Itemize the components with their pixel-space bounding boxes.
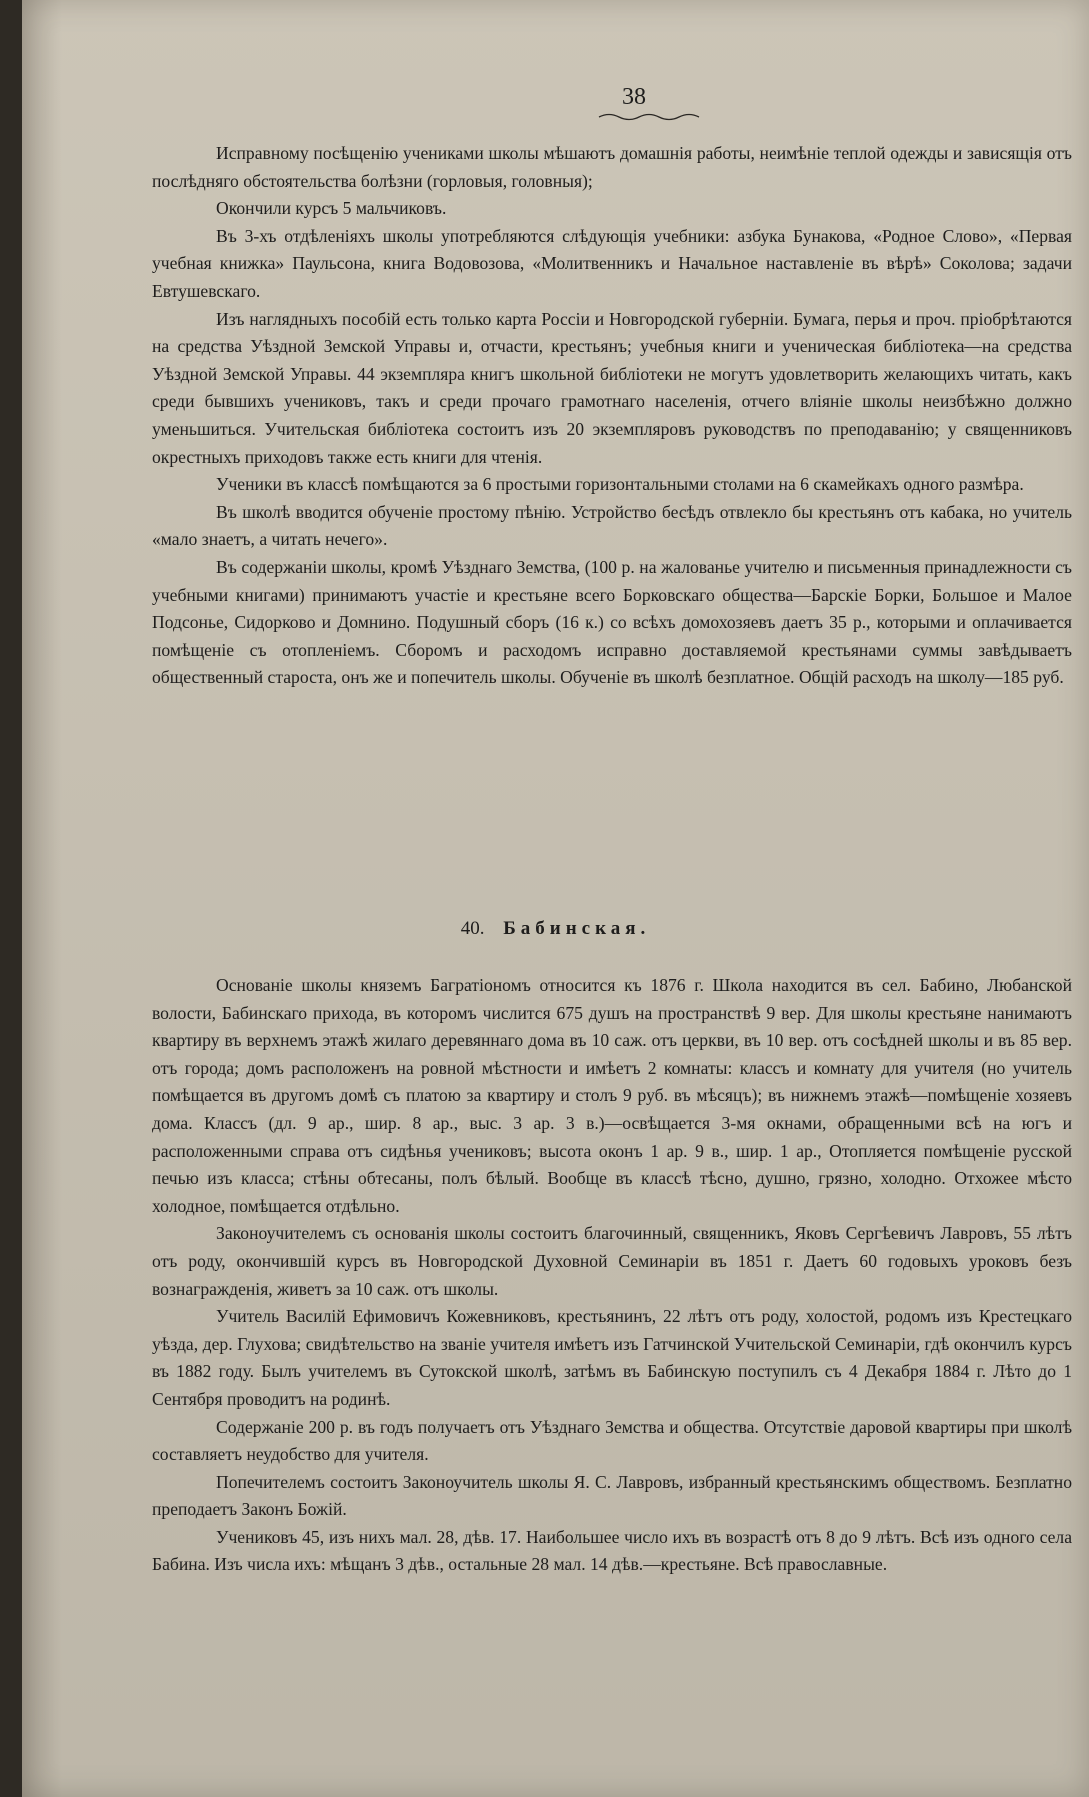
paragraph: Учениковъ 45, изъ нихъ мал. 28, дѣв. 17. Наибольшее число ихъ въ возрастѣ отъ 8 до 9 лѣтъ. Всѣ изъ одного села Бабина. Изъ числа ихъ: мѣщанъ 3 дѣв., остальные 28 мал. 14 дѣв.—крестьяне. Всѣ православные. (152, 1526, 1072, 1575)
paragraph: Въ содержаніи школы, кромѣ Уѣзднаго Земства, (100 р. на жалованье учителю и письменныя принадлежности съ учебными книгами) принимаютъ участіе и крестьяне всего Борковскаго общества—Барскіе Борки, Большое и Малое Подсонье, Сидорково и Домнино. Подушный сборъ (16 к.) со всѣхъ домохозяевъ даетъ 35 р., которыми и оплачивается помѣщеніе съ отопленіемъ. Сборомъ и расходомъ исправно доставляемой крестьянами суммы завѣдываетъ общественный староста, онъ же и попечитель школы. Обученіе въ школѣ безплатное. Общій расходъ на школу—185 руб. (152, 556, 1072, 688)
paragraph: Въ 3-хъ отдѣленіяхъ школы употребляются слѣдующія учебники: азбука Бунакова, «Родное Слово», «Первая учебная книжка» Паульсона, книга Водовозова, «Молитвенникъ и Начальное наставленіе въ вѣрѣ» Соколова; задачи Евтушевскаго. (152, 225, 1072, 301)
paragraph: Законоучителемъ съ основанія школы состоитъ благочинный, священникъ, Яковъ Сергѣевичъ Лавровъ, 55 лѣтъ отъ роду, окончившій курсъ въ Новгородской Духовной Семинаріи въ 1851 г. Даетъ 60 годовыхъ уроковъ безъ вознагражденія, живетъ за 10 саж. отъ школы. (152, 1223, 1072, 1299)
section-40-body (152, 972, 1072, 1579)
paragraph: Ученики въ классѣ помѣщаются за 6 простыми горизонтальными столами на 6 скамейкахъ одного размѣра. (216, 474, 1024, 495)
section-number: 40. (460, 918, 485, 939)
paragraph: Основаніе школы княземъ Багратіономъ относится къ 1876 г. Школа находится въ сел. Бабино, Любанской волости, Бабинскаго прихода, въ которомъ числится 675 душъ на пространствѣ 9 вер. Для школы крестьяне нанимаютъ квартиру въ верхнемъ этажѣ жилаго деревяннаго дома въ 10 саж. отъ церкви, въ 10 вер. отъ сосѣдней школы и въ 85 вер. отъ города; домъ расположенъ на ровной мѣстности и имѣетъ 2 комнаты: классъ и комнату для учителя (но учитель помѣщается въ другомъ домѣ съ платою за квартиру и столъ 9 руб. въ мѣсяцъ); въ нижнемъ этажѣ—помѣщеніе хозяевъ дома. Классъ (дл. 9 ар., шир. 8 ар., выс. 3 ар. 3 в.)—освѣщается 3-мя окнами, обращенными всѣ на югъ и расположенными справа отъ сидѣнья учениковъ; высота оконъ 1 ар. 9 в., шир. 1 ар., Отопляется помѣщеніе русской печью изъ класса; стѣны обтесаны, полъ бѣлый. Вообще въ классѣ тѣсно, душно, грязно, холодно. Отхожее мѣсто холодное, помѣщается отдѣльно. (152, 975, 1072, 1216)
paragraph: Попечителемъ состоитъ Законоучитель школы Я. С. Лавровъ, избранный крестьянскимъ обществомъ. Безплатно преподаетъ Законъ Божій. (152, 1471, 1072, 1520)
paragraph: Содержаніе 200 р. въ годъ получаетъ отъ Уѣзднаго Земства и общества. Отсутствіе даровой квартиры при школѣ составляетъ неудобство для учителя. (152, 1416, 1072, 1465)
section-title: Бабинская. (503, 918, 651, 939)
paragraph: Изъ наглядныхъ пособій есть только карта Россіи и Новгородской губерніи. Бумага, перья и проч. пріобрѣтаются на средства Уѣздной Земской Управы и, отчасти, крестьянъ; учебныя книги и ученическая библіотека—на средства Уѣздной Земской Управы. 44 экземпляра книгъ школьной библіотеки не могутъ удовлетворить желающихъ читать, какъ среди бывшихъ учениковъ, такъ и среди прочаго грамотнаго населенія, отчего вліяніе школы неизбѣжно должно уменьшиться. Учительская библіотека состоитъ изъ 20 экземпляровъ руководствъ по преподаванію; у священниковъ окрестныхъ приходовъ также есть книги для чтенія. (152, 308, 1072, 467)
paragraph: Въ школѣ вводится обученіе простому пѣнію. Устройство бесѣдъ отвлекло бы крестьянъ отъ кабака, но учитель «мало знаетъ, а читать нечего». (152, 501, 1072, 550)
paragraph: Исправному посѣщенію учениками школы мѣшаютъ домашнія работы, неимѣніе теплой одежды и зависящія отъ послѣдняго обстоятельства болѣзни (горловыя, головныя); (152, 143, 1072, 191)
book-page (22, 0, 1089, 1797)
section-heading (22, 918, 1089, 940)
paragraph: Учитель Василій Ефимовичъ Кожевниковъ, крестьянинъ, 22 лѣтъ отъ роду, холостой, родомъ изъ Крестецкаго уѣзда, дер. Глухова; свидѣтельство на званіе учителя имѣетъ изъ Гатчинской Учительской Семинаріи, гдѣ окончилъ курсъ въ 1882 году. Былъ учителемъ въ Сутокской школѣ, затѣмъ въ Бабинскую поступилъ съ 4 Декабря 1884 г. Лѣто до 1 Сентября проводитъ на родинѣ. (152, 1306, 1072, 1409)
paragraph: Окончили курсъ 5 мальчиковъ. (216, 198, 447, 219)
ornament-underline (597, 112, 707, 122)
page-number: 38 (622, 84, 646, 110)
section-39-continuation (152, 140, 1072, 692)
